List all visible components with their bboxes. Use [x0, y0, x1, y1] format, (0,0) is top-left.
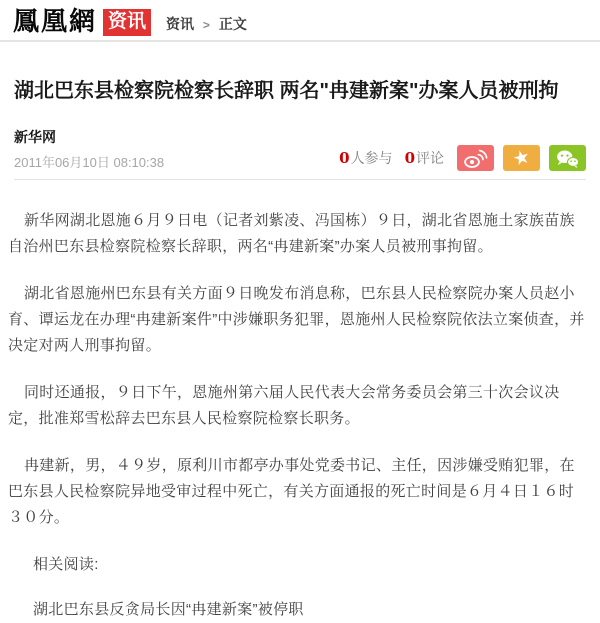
share-star-button[interactable]	[503, 145, 540, 171]
participants-count: 0	[339, 149, 350, 167]
publish-date: 2011年06月10日 08:10:38	[14, 155, 165, 170]
article-paragraph: 新华网湖北恩施６月９日电（记者刘紫凌、冯国栋）９日，湖北省恩施土家族苗族自治州巴东县检察院检察长辞职，两名“冉建新案”办案人员被刑事拘留。	[8, 212, 575, 255]
share-wechat-button[interactable]	[549, 145, 586, 171]
article-meta	[14, 127, 586, 171]
breadcrumb-section[interactable]: 资讯	[166, 16, 195, 32]
breadcrumb-current: 正文	[218, 16, 247, 32]
related-heading: 相关阅读:	[33, 556, 99, 573]
news-channel-badge[interactable]: 资讯	[103, 9, 151, 36]
site-header	[0, 0, 600, 42]
weibo-icon	[463, 148, 488, 169]
meta-right	[339, 145, 586, 171]
participants-stat[interactable]	[339, 148, 392, 168]
comments-stat[interactable]	[405, 148, 444, 168]
participants-label: 人参与	[350, 150, 393, 166]
article-paragraph: 同时还通报，９日下午，恩施州第六届人民代表大会常务委员会第三十次会议决定，批准郑雪松辞去巴东县人民检察院检察长职务。	[8, 384, 560, 427]
wechat-icon	[555, 148, 580, 169]
meta-left	[14, 127, 164, 171]
related-article-link[interactable]: 湖北巴东县反贪局长因“冉建新案”被停职	[33, 601, 304, 618]
comments-label: 评论	[416, 150, 444, 166]
ifeng-logo[interactable]: 鳳凰網	[13, 7, 98, 37]
article-paragraph: 冉建新，男，４９岁，原利川市都亭办事处党委书记、主任，因涉嫌受贿犯罪，在巴东县人民检察院异地受审过程中死亡，有关方面通报的死亡时间是６月４日１６时３０分。	[8, 457, 575, 526]
breadcrumb	[166, 14, 247, 34]
article-title: 湖北巴东县检察院检察长辞职 两名"冉建新案"办案人员被刑拘	[14, 80, 559, 102]
related-section	[8, 552, 588, 623]
share-weibo-button[interactable]	[457, 145, 494, 171]
article-paragraph: 湖北省恩施州巴东县有关方面９日晚发布消息称，巴东县人民检察院办案人员赵小育、谭运龙在办理“冉建新案件”中涉嫌职务犯罪，恩施州人民检察院依法立案侦查，并决定对两人刑事拘留。	[8, 285, 585, 354]
breadcrumb-separator-icon: >	[202, 18, 210, 32]
article-body	[0, 180, 600, 623]
star-icon: ★	[510, 145, 533, 171]
article-source: 新华网	[14, 129, 56, 145]
comments-count: 0	[404, 149, 415, 167]
